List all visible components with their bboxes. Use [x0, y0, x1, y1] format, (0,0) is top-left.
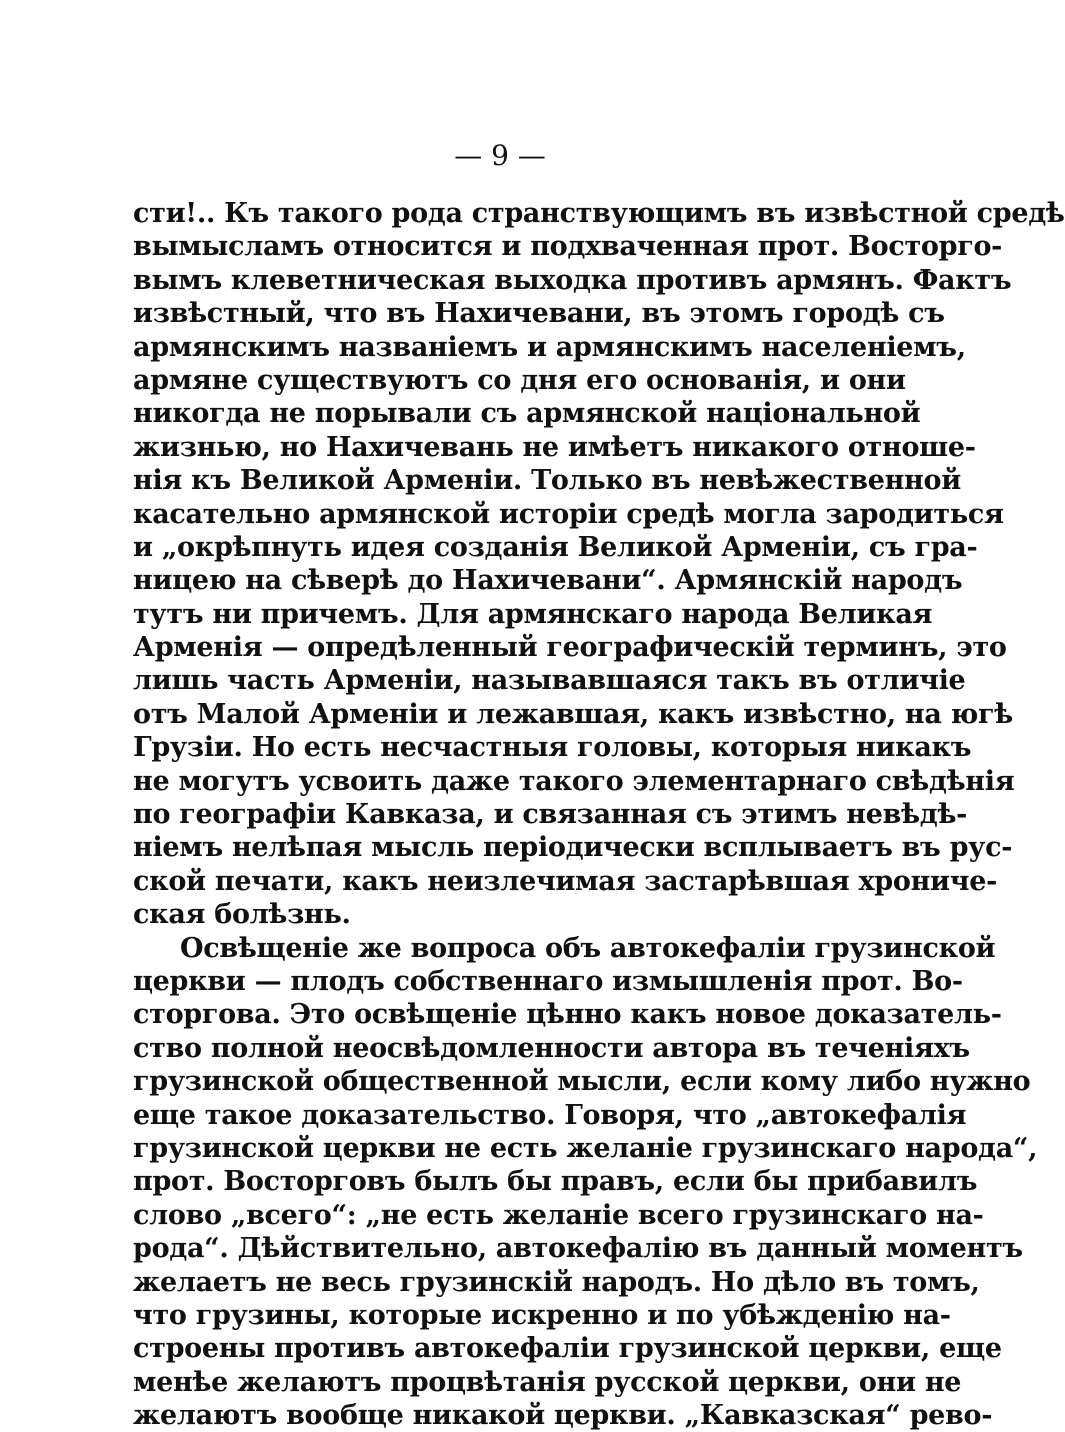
text-line: желаютъ вообще никакой церкви. „Кавказская“ рево-: [133, 1400, 993, 1432]
text-line: желаетъ не весь грузинскій народъ. Но дѣло въ томъ,: [133, 1266, 980, 1298]
text-line: никогда не порывали съ армянской національной: [133, 398, 921, 430]
text-line: не могутъ усвоить даже такого элементарнаго свѣдѣнія: [133, 765, 1015, 797]
text-line: нія къ Великой Арменіи. Только въ невѣжественной: [133, 465, 961, 497]
text-line: строены противъ автокефаліи грузинской церкви, еще: [133, 1333, 1002, 1365]
text-line: жизнью, но Нахичевань не имѣетъ никакого отноше-: [133, 431, 976, 463]
text-line: Грузіи. Но есть несчастныя головы, которыя никакъ: [133, 732, 972, 764]
text-line: ство полной неосвѣдомленности автора въ теченіяхъ: [133, 1032, 970, 1064]
text-line: сти!.. Къ такого рода странствующимъ въ извѣстной средѣ: [133, 198, 1065, 229]
text-line: вымысламъ относится и подхваченная прот. Восторго-: [133, 231, 1003, 263]
text-line: менѣе желаютъ процвѣтанія русской церкви, они не: [133, 1366, 962, 1398]
text-line: отъ Малой Арменіи и лежавшая, какъ извѣстно, на югѣ: [133, 698, 1013, 730]
text-line: извѣстный, что въ Нахичевани, въ этомъ городѣ съ: [133, 298, 945, 330]
text-line: церкви — плодъ собственнаго измышленія прот. Во-: [133, 965, 963, 997]
text-line: Арменія — опредѣленный географическій терминъ, это: [133, 632, 1007, 664]
text-line: сторгова. Это освѣщеніе цѣнно какъ новое доказатель-: [133, 999, 1002, 1031]
text-line-paragraph-start: Освѣщеніе же вопроса объ автокефаліи грузинской: [180, 932, 996, 964]
text-line: что грузины, которые искренно и по убѣжденію на-: [133, 1299, 951, 1331]
text-line: ніемъ нелѣпая мысль періодически всплываетъ въ рус-: [133, 832, 1013, 864]
text-line: по географіи Кавказа, и связанная съ этимъ невѣдѣ-: [133, 799, 968, 831]
text-line: ницею на сѣверѣ до Нахичевани“. Армянскій народъ: [133, 565, 963, 597]
text-line: грузинской общественной мысли, если кому либо нужно: [133, 1066, 1031, 1098]
text-line: армянскимъ названіемъ и армянскимъ населеніемъ,: [133, 331, 966, 363]
text-line: прот. Восторговъ былъ бы правъ, если бы прибавилъ: [133, 1166, 978, 1198]
text-line: касательно армянской исторіи средѣ могла зародиться: [133, 498, 1004, 530]
page-number: — 9 —: [454, 139, 546, 172]
text-line: армяне существуютъ со дня его основанія, и они: [133, 364, 906, 396]
body-text: [133, 197, 1065, 1432]
text-line-paragraph-end: ская болѣзнь.: [133, 899, 351, 931]
text-line: ской печати, какъ неизлечимая застарѣвшая хрониче-: [133, 865, 998, 897]
text-line: тутъ ни причемъ. Для армянскаго народа Великая: [133, 598, 933, 630]
text-line: лишь часть Арменіи, называвшаяся такъ въ отличіе: [133, 665, 966, 697]
text-line: вымъ клеветническая выходка противъ армянъ. Фактъ: [133, 264, 1012, 296]
text-line: рода“. Дѣйствительно, автокефалію въ данный моментъ: [133, 1233, 1023, 1265]
text-line: слово „всего“: „не есть желаніе всего грузинскаго на-: [133, 1199, 984, 1231]
text-line: грузинской церкви не есть желаніе грузинскаго народа“,: [133, 1132, 1038, 1164]
text-line: еще такое доказательство. Говоря, что „автокефалія: [133, 1099, 967, 1131]
text-line: и „окрѣпнуть идея созданія Великой Арменіи, съ гра-: [133, 531, 978, 563]
